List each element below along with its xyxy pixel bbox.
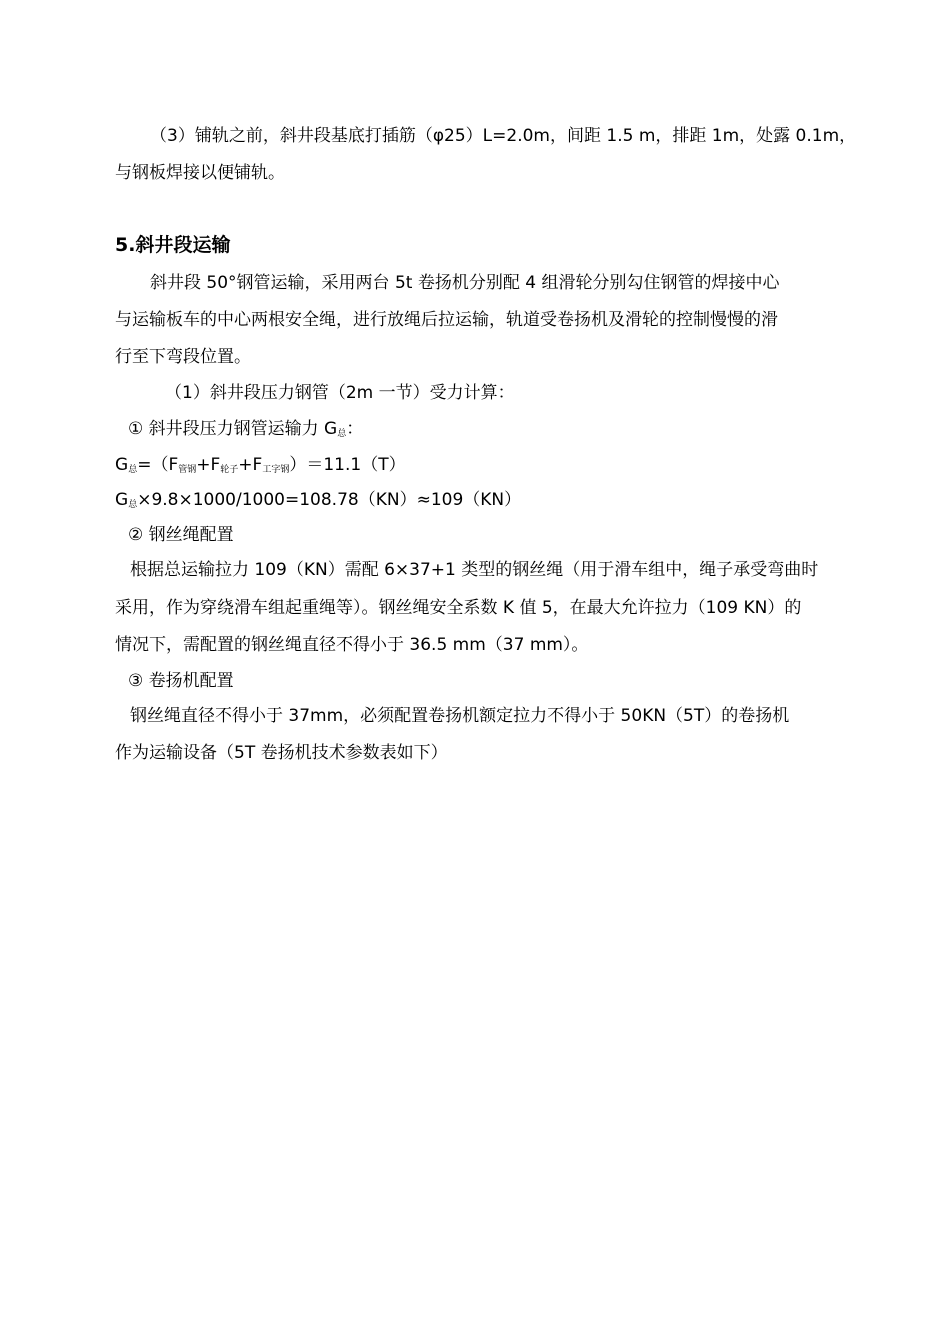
intro-line-3: 行至下弯段位置。: [115, 347, 251, 367]
sub-2-title: ② 钢丝绳配置: [128, 525, 234, 545]
formula-1-eq-open: =（F: [137, 455, 179, 475]
rope-line-1: 根据总运输拉力 109（KN）需配 6×37+1 类型的钢丝绳（用于滑车组中，绳子承受弯曲时: [130, 560, 819, 580]
formula-1: [115, 452, 855, 483]
formula-2-sub-total: 总: [128, 500, 138, 510]
formula-1-result: ）＝11.1（T）: [289, 455, 406, 475]
intro-line-2: 与运输板车的中心两根安全绳，进行放绳后拉运输，轨道受卷扬机及滑轮的控制慢慢的滑: [115, 310, 778, 330]
paragraph-3-line-2: 与钢板焊接以便铺轨。: [115, 163, 285, 183]
formula-1-sub-pipe: 管钢: [178, 465, 197, 475]
winch-line-1: 钢丝绳直径不得小于 37mm，必须配置卷扬机额定拉力不得小于 50KN（5T）的卷扬机: [130, 706, 790, 726]
formula-2-rest: ×9.8×1000/1000=108.78（KN）≈109（KN）: [137, 490, 522, 510]
rope-line-2: 采用，作为穿绕滑车组起重绳等）。钢丝绳安全系数 K 值 5，在最大允许拉力（109 KN）的: [115, 598, 802, 618]
sub-1-title-main: ① 斜井段压力钢管运输力 G: [128, 419, 338, 439]
formula-2-g: G: [115, 490, 129, 510]
formula-2: [115, 487, 855, 518]
intro-line-1: 斜井段 50°钢管运输，采用两台 5t 卷扬机分别配 4 组滑轮分别勾住钢管的焊接中心: [150, 273, 780, 293]
section-heading: 5.斜井段运输: [115, 234, 231, 256]
rope-line-3: 情况下，需配置的钢丝绳直径不得小于 36.5 mm（37 mm）。: [115, 635, 589, 655]
formula-1-plus-2: +F: [238, 455, 263, 475]
sub-1-title-end: ：: [346, 419, 364, 439]
formula-1-g: G: [115, 455, 129, 475]
sub-1-title-subscript: 总: [337, 429, 347, 439]
sub-3-title: ③ 卷扬机配置: [128, 671, 234, 691]
sub-1-title: [128, 416, 868, 447]
winch-line-2: 作为运输设备（5T 卷扬机技术参数表如下）: [115, 743, 448, 763]
paragraph-3-line-1: （3）铺轨之前，斜井段基底打插筋（φ25）L=2.0m，间距 1.5 m，排距 1m，处露 0.1m，: [150, 126, 857, 146]
formula-1-plus-1: +F: [196, 455, 221, 475]
formula-1-sub-total: 总: [128, 465, 138, 475]
formula-1-sub-wheel: 轮子: [220, 465, 239, 475]
item-1-title: （1）斜井段压力钢管（2m 一节）受力计算：: [165, 383, 515, 403]
formula-1-sub-ibeam: 工字钢: [262, 465, 290, 475]
